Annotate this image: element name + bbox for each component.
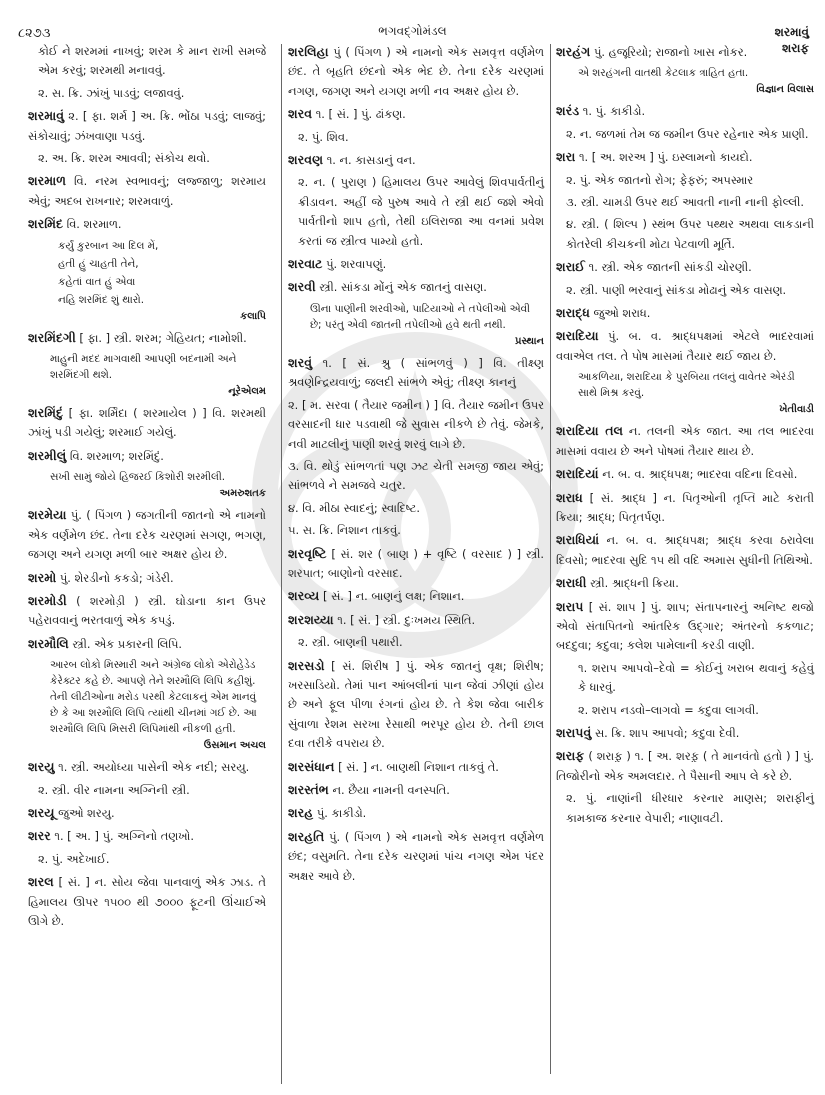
entry-sense — [288, 457, 544, 496]
dictionary-entry — [556, 101, 814, 121]
dictionary-entry — [28, 803, 266, 823]
headword: શરાધિયાં — [556, 532, 600, 548]
definition-text: ૫. સ. ક્રિ. નિશાન તાકવું. — [288, 523, 401, 538]
column-divider — [281, 44, 282, 1084]
entry-sense — [28, 149, 266, 168]
definition-text: ૪. વિ. મીઠા સ્વાદનું; સ્વાદિષ્ટ. — [288, 500, 420, 515]
definition-text: ૧. [ અ. ] પું. અગ્નિનો તણખો. — [54, 829, 195, 844]
dictionary-entry — [288, 610, 544, 630]
headword: શરમાવું — [28, 108, 65, 124]
definition-text: સ્ત્રી. સાંકડા મોંનું એક જાતનું વાસણ. — [319, 280, 487, 295]
citation-quote: સખી સામું જોયે હિજરઈ કિશોરી શરમીલી. — [50, 471, 226, 484]
dictionary-entry — [556, 530, 814, 570]
dictionary-entry — [288, 277, 544, 297]
definition-text: ૧. [ અ. શરઅ ] પું. ઇસ્લામનો કાયદો. — [578, 150, 753, 165]
entry-sense — [288, 633, 544, 652]
citation-quote: કર્યું કુરબાન આ દિલ મેં, — [58, 239, 159, 252]
citation-source: ખેતીવાડી — [779, 404, 814, 416]
headword: શરવી — [288, 279, 316, 295]
definition-text: ૨. પું. અદેખાઈ. — [38, 851, 110, 866]
headword: શરાઈ — [556, 259, 586, 275]
citation-quote: નહિ શરમિંદ શું થારો. — [58, 293, 145, 306]
definition-text: [ ફા. શર્મિંદા ( શરમાયેલ ) ] વિ. શરમથી ઝાંખું પડી ગયેલું; શરમાઈ ગયેલું. — [28, 406, 266, 440]
entry-sense — [556, 215, 814, 254]
definition-text: ૨. સ્ત્રી. બાણની પથારી. — [298, 635, 403, 650]
dictionary-entry — [288, 544, 544, 584]
definition-text: ન. તલની એક જાત. આ તલ ભાદરવા માસમાં વવાય છે અને પોષમાં તૈયાર થાય છે. — [556, 424, 814, 458]
headword: શરાદિયા તલ — [556, 423, 624, 439]
headword: શરવાટ — [288, 256, 323, 272]
headword: શરાફ — [556, 748, 585, 764]
dictionary-entry — [556, 42, 814, 62]
headword: શરમિંદ — [28, 216, 63, 232]
headword: શરમૌલિ — [28, 635, 69, 651]
definition-text: પું. ( પિંગળ ) એ નામનો એક સમવૃત્ત વર્ણમેળ છંદ; વસુમતિ. તેના દરેક ચરણમાં પાંચ નગણ એમ પંદર અક્ષર આવે છે. — [288, 829, 544, 883]
definition-text: ૧. [ સં. શ્રુ ( સાંભળવું ) ] વિ. તીક્ષ્ણ શ્રવણેન્દ્રિયવાળું; જલદી સાંભળે એવું; તીક્ષ્ણ કાનનું — [288, 355, 544, 390]
citation-source: કલાપિ — [240, 310, 266, 322]
definition-text: ૧. સ્ત્રી. એક જાતની સાંકડી ચોરણી. — [588, 260, 752, 275]
dictionary-entry — [28, 826, 266, 846]
definition-text: [ સં. ] ન. બાણનું લક્ષ; નિશાન. — [323, 589, 465, 604]
entry-sense — [288, 521, 544, 540]
dictionary-entry — [556, 597, 814, 656]
dictionary-entry — [556, 257, 814, 277]
definition-text: ૧. પું. કાકીડો. — [582, 104, 646, 119]
definition-text: ન. બ. વ. શ્રાદ્ધપક્ષ; ભાદરવા વદિના દિવસો. — [602, 467, 798, 482]
definition-text: ૨. અ. ક્રિ. શરમ આવવી; સંકોચ થવો. — [38, 151, 210, 166]
headword: શરલિહા — [288, 44, 329, 59]
definition-text: ૪. સ્ત્રી. ( શિલ્પ ) સ્થંભ ઉપર પથ્થર અથવા લાકડાની કોતરેલી કીચકની મોટા પેટવાળી મૂર્તિ. — [566, 217, 814, 251]
headword: શરશય્યા — [288, 611, 334, 627]
headword: શરસડો — [288, 657, 325, 673]
entry-sense — [28, 850, 266, 869]
dictionary-entry — [28, 403, 266, 443]
dictionary-entry — [288, 757, 544, 777]
dictionary-entry — [28, 446, 266, 466]
dictionary-entry — [556, 303, 814, 323]
headword: શરંડ — [556, 103, 580, 119]
citation-source: નૂરેએલમ — [228, 386, 266, 398]
definition-text: [ ફા. ] સ્ત્રી. શરમ; ગેહિયત; નામોશી. — [79, 330, 247, 345]
definition-text: ૧. સ્ત્રી. અયોધ્યા પાસેની એક નદી; સરયુ. — [58, 760, 250, 775]
entry-sense — [288, 499, 544, 518]
definition-text: [ સં. શિરીષ ] પું. એક જાતનું વૃક્ષ; શિરીષ; ખરસાડિયો. તેમાં પાન આંબલીનાં પાન જેવાં ઝીણાં હોય છે અને ફૂલ પીળા રંગનાં હોય છે. તે કેશ જેવા બારીક સુંવાળા રેશમ સરખા રેસાથી ભરપૂર હોય છે. તેની છાલ દવા તરીકે વપરાય છે. — [288, 658, 544, 751]
column-2 — [288, 42, 544, 889]
headword: શરહંગ — [556, 44, 591, 59]
column-divider — [550, 44, 551, 1074]
definition-text: વિ. શરમાળ. — [66, 217, 122, 232]
headword: શરાધ — [556, 489, 583, 505]
dictionary-entry — [288, 150, 544, 170]
page-number: ૮૨૭૩ — [18, 26, 51, 41]
citation-quote: આકળિયા, શરાદિયા કે પુરબિયા તલનું વાવેતર એરંડી સાથે મિશ્ર કરવું. — [578, 371, 795, 400]
dictionary-entry — [28, 757, 266, 777]
definition-text: પું. બ. વ. શ્રાદ્ધપક્ષમાં એટલે ભાદરવામાં વવાએલ તલ. તે પોષ માસમાં તૈયાર થઈ જાય છે. — [556, 329, 814, 363]
headword: શરયૂ — [28, 804, 55, 820]
citation-quote: ઊના પાણીની શરવીઓ, પાટિયાઓ ને તપેલીઓ એવી છે; પરંતુ એવી જાતની તપેલીઓ હવે થતી નથી. — [310, 302, 531, 331]
dictionary-entry — [28, 872, 266, 931]
entry-sense — [556, 281, 814, 300]
headword: શરવૃષ્ટિ — [288, 545, 327, 561]
definition-text: પું. કાકીડો. — [316, 806, 367, 821]
dictionary-entry — [28, 568, 266, 588]
entry-sense — [288, 396, 544, 454]
definition-text: કોઈ ને શરમમાં નાખવું; શરમ કે માન રાખી સમજે એમ કરવું; શરમથી મનાવવું. — [38, 44, 266, 78]
headword: શરસ્તંભ — [288, 782, 329, 797]
definition-text: ન. બ. વ. શ્રાદ્ધપક્ષ; શ્રાદ્ધ કરવા ઠરાવેલા દિવસો; ભાદરવા સુદિ ૧૫ થી વદિ અમાસ સુધીની તિથિઓ. — [556, 533, 814, 567]
idiom: ૧. શરાપ આપવો–દેવો = કોઈનું ખરાબ થવાનું કહેવું કે ધારવું. — [578, 660, 814, 695]
headword: શરલ — [28, 874, 54, 890]
dictionary-entry — [288, 42, 544, 101]
dictionary-entry — [556, 421, 814, 461]
book-title: ભગવદ્ગોમંડલ — [378, 24, 447, 38]
dictionary-entry — [28, 328, 266, 348]
dictionary-entry — [556, 488, 814, 528]
definition-text: પું. શેરડીનો કકડો; ગંડેરી. — [59, 570, 174, 585]
dictionary-entry — [288, 803, 544, 823]
definition-text: ૧. ન. કાસડાનું વન. — [326, 153, 416, 168]
definition-text: ૨. ન. જળમાં તેમ જ જમીન ઉપર રહેનાર એક પ્રાણી. — [566, 126, 809, 141]
definition-text: ૧. [ સં. ] પું. ઢાંકણ. — [315, 107, 406, 122]
headword: શરસંધાન — [288, 758, 335, 774]
definition-text: સ્ત્રી. શ્રાદ્ધની ક્રિયા. — [590, 576, 679, 591]
definition-text: ૨. પું. એક જાતનો રોગ; ફેફરું; અપસ્માર — [566, 172, 754, 187]
entry-sense — [556, 125, 814, 144]
headword: શરમીલું — [28, 447, 67, 463]
headword: શરમિંદું — [28, 405, 63, 421]
dictionary-entry — [28, 214, 266, 234]
entry-sense — [288, 128, 544, 147]
headword: શરાધી — [556, 575, 587, 591]
citation-source: પ્રસ્થાન — [514, 335, 544, 347]
dictionary-entry — [556, 326, 814, 366]
citation-source: અમરુશતક — [219, 488, 266, 500]
headword: શરહતિ — [288, 828, 325, 844]
dictionary-entry — [556, 723, 814, 743]
definition-text: ન. છૈયા નામની વનસ્પતિ. — [332, 783, 450, 797]
dictionary-entry — [288, 353, 544, 393]
entry-sense — [556, 789, 814, 828]
dictionary-entry — [288, 104, 544, 124]
definition-text: ( શરમોડ઼ી ) સ્ત્રી. ઘોડાના કાન ઉપર પહેરાવવાનું ભરતવાળું એક કપડું. — [28, 593, 266, 628]
definition-text: જુઓ શરાધ. — [593, 306, 651, 321]
dictionary-entry — [556, 746, 814, 786]
entry-sense — [28, 84, 266, 103]
definition-text: [ સં. શાપ ] પું. શાપ; સંતાપનારનું અનિષ્ટ થજો એવો સંતાપિતનો આંતરિક ઉદ્ગાર; અંતરનો કકળાટ; બદદુવા; કદુવા; કલેશ પામેલાની કરડી વાણી. — [556, 599, 814, 653]
headword: શરવ્ય — [288, 588, 320, 604]
definition-text: સ્ત્રી. એક પ્રકારની લિપિ. — [72, 636, 182, 651]
column-1 — [28, 42, 266, 934]
headword: શરમો — [28, 569, 57, 585]
citation-quote: આરબ લોકો મિસ્મારી અને અંગ્રેજ લોકો એરોહેડેડ કેરેક્ટર કહે છે. આપણે તેને શરમૌલિ લિપિ કહીશું. તેની લીટીઓના મરોડ પરથી કેટલાકનું એમ માનવું છે કે આ શરમૌલિ લિપિ ત્યાંથી ચીનમાં ગઈ છે. આ શરમૌલિ લિપિ મિસરી લિપિમાંથી નીકળી હતી. — [50, 659, 257, 736]
definition-text: [ સં. ] ન. બાણથી નિશાન તાકવું તે. — [338, 759, 499, 774]
headword: શરમેયા — [28, 507, 67, 523]
definition-text: ૨. [ ફા. શર્મ ] અ. ક્રિ. ભોંઠા પડવું; લાજવું; સંકોચાવું; ઝંખવાણા પડવું. — [28, 109, 266, 143]
headword: શરહ — [288, 805, 314, 821]
headword: શરા — [556, 149, 576, 165]
citation-quote: કહેતાં વાત હું એવા — [58, 275, 136, 288]
headword: શરમાળ — [28, 173, 67, 189]
dictionary-entry — [288, 254, 544, 274]
definition-text: ( શરાફ઼ ) ૧. [ અ. શરફ઼ ( તે માનવંતો હતો ) ] પું. તિજોરીનો એક અમલદાર. તે પૈસાની આપ લે કરે છે. — [556, 749, 814, 783]
entry-sense — [556, 193, 814, 212]
definition-text: [ સં. શર ( બાણ ) + વૃષ્ટિ ( વરસાદ ) ] સ્ત્રી. શરપાત; બાણોનો વરસાદ. — [288, 546, 545, 580]
dictionary-entry — [28, 505, 266, 564]
definition-text: ૨. પું. નાણાંની ધીરધાર કરનાર માણસ; શરાફીનું કામકાજ કરનાર વેપારી; નાણાવટી. — [566, 791, 814, 825]
entry-sense — [28, 781, 266, 800]
headword: શરવું — [288, 354, 313, 370]
entry-sense — [556, 171, 814, 190]
headword: શરાદિયા — [556, 328, 599, 344]
headword: શરયુ — [28, 759, 55, 775]
headword: શરાદિયાં — [556, 466, 599, 482]
definition-text: ૨. પું. શિવ. — [298, 129, 349, 144]
dictionary-entry — [556, 147, 814, 167]
headword: શરમોડી — [28, 592, 67, 608]
dictionary-entry — [288, 586, 544, 606]
definition-text: ૧. [ સં. ] સ્ત્રી. દુઃખમય સ્થિતિ. — [337, 612, 476, 627]
citation-quote: હતી હું ચાહતી તેને, — [58, 257, 139, 270]
definition-text: વિ. શરમાળ; શરમિંદું. — [69, 448, 164, 463]
citation-quote: એ શરહંગની વાતથી કેટલાક ત્રાહિત હતા. — [578, 67, 749, 80]
headword: શરવણ — [288, 152, 324, 168]
definition-text: પું. શરવાપણું. — [326, 257, 387, 272]
definition-text: ૩. સ્ત્રી. ચામડી ઉપર થઈ આવતી નાની નાની ફોલ્લી. — [566, 195, 804, 210]
definition-text: સ. ક્રિ. શાપ આપવો; કદુવા દેવી. — [594, 725, 740, 740]
definition-text: જુઓ શરયુ. — [58, 805, 115, 820]
dictionary-entry — [288, 780, 544, 800]
headword: શરાપ — [556, 598, 584, 614]
citation-quote: માહુની મદદ માગવાથી આપણી બદનામી અને શરમિંદગી થશે. — [50, 353, 237, 382]
headword: શરાપવું — [556, 724, 592, 740]
dictionary-entry — [28, 634, 266, 654]
headword: શરવ — [288, 106, 313, 122]
definition-text: ૨. સ. ક્રિ. ઝાંખું પાડવું; લજાવવું. — [38, 85, 185, 100]
headword: શરાદ્ધ — [556, 305, 590, 321]
dictionary-entry — [556, 573, 814, 593]
definition-text: પું ( પિંગળ ) એ નામનો એક સમવૃત્ત વર્ણમેળ છંદ. તે બૃહતિ છંદનો એક ભેદ છે. તેના દરેક ચરણમાં નગણ, જગણ અને યગણ મળી નવ અક્ષર હોય છે. — [288, 45, 544, 98]
definition-text: [ સં. શ્રાદ્ધ ] ન. પિતૃઓની તૃપ્તિ માટે કરાતી ક્રિયા; શ્રાદ્ધ; પિતૃતર્પણ. — [556, 490, 814, 524]
idiom: ૨. શરાપ નડવો–લાગવો = કદુવા લાગવી. — [578, 702, 759, 717]
citation-source: વિજ્ઞાન વિલાસ — [756, 84, 814, 96]
dictionary-entry — [28, 106, 266, 146]
dictionary-entry — [556, 464, 814, 484]
column-3 — [556, 42, 814, 831]
guide-word-first: શરમાવું — [774, 25, 809, 39]
dictionary-entry — [288, 656, 544, 754]
definition-text: પું. ( પિંગળ ) જગતીની જાતનો એ નામનો એક વર્ણમેળ છંદ. તેના દરેક ચરણમાં સગણ, ભગણ, જગણ અને યગણ મળી બાર અક્ષર હોય છે. — [28, 508, 266, 562]
guide-word-last: શરાફ — [782, 41, 809, 55]
citation-source: ઉસમાન અચલ — [203, 740, 266, 752]
entry-sense — [28, 42, 266, 81]
definition-text: વિ. નરમ સ્વભાવનું; લજ્જાળુ; શરમાય એવું; અદબ રાખનાર; શરમવાળું. — [28, 174, 266, 208]
definition-text: પું. હજૂરિયો; રાજાનો ખાસ નોકર. — [594, 45, 748, 59]
definition-text: ૨. સ્ત્રી. વીર નામના અગ્નિની સ્ત્રી. — [38, 782, 190, 797]
dictionary-entry — [288, 827, 544, 886]
definition-text: ૨. સ્ત્રી. પાણી ભરવાનું સાંકડા મોઢાનું એક વાસણ. — [566, 282, 787, 297]
definition-text: ૨. ન. ( પુરાણ ) હિમાલય ઉપર આવેલું શિવપાર્વતીનું ક્રીડાવન. અહીં જે પુરુષ આવે તે સ્ત્રી થઈ જશે એવો પાર્વતીનો શાપ હતો, તેથી ઇલિરાજા આ વનમાં પ્રવેશ કરતાં જ સ્ત્રીત્વ પામ્યો હતો. — [298, 175, 544, 248]
dictionary-entry — [28, 591, 266, 631]
entry-sense — [288, 173, 544, 251]
definition-text: ૨. [ મ. સરવા ( તૈયાર જમીન ) ] વિ. તૈયાર જમીન ઉપર વરસાદની ધાર પડવાથી જે સુવાસ નીકળે છે તેવું. જેમકે, નવી માટલીનું પાણી શરવું શરવું લાગે છે. — [288, 397, 544, 451]
headword: શરમિંદગી — [28, 329, 76, 345]
headword: શરર — [28, 828, 51, 844]
definition-text: [ સં. ] ન. સોય જેવા પાનવાળું એક ઝાડ. તે હિમાલય ઊપર ૧૫૦૦ થી ૭૦૦૦ ફૂટની ઊંચાઈએ ઊગે છે. — [28, 875, 266, 928]
definition-text: ૩. વિ. થોડું સાંભળતાં પણ ઝટ ચેતી સમજી જાય એવું; સાંભળવે ને સમજવે ચતુર. — [288, 458, 544, 493]
dictionary-entry — [28, 171, 266, 211]
